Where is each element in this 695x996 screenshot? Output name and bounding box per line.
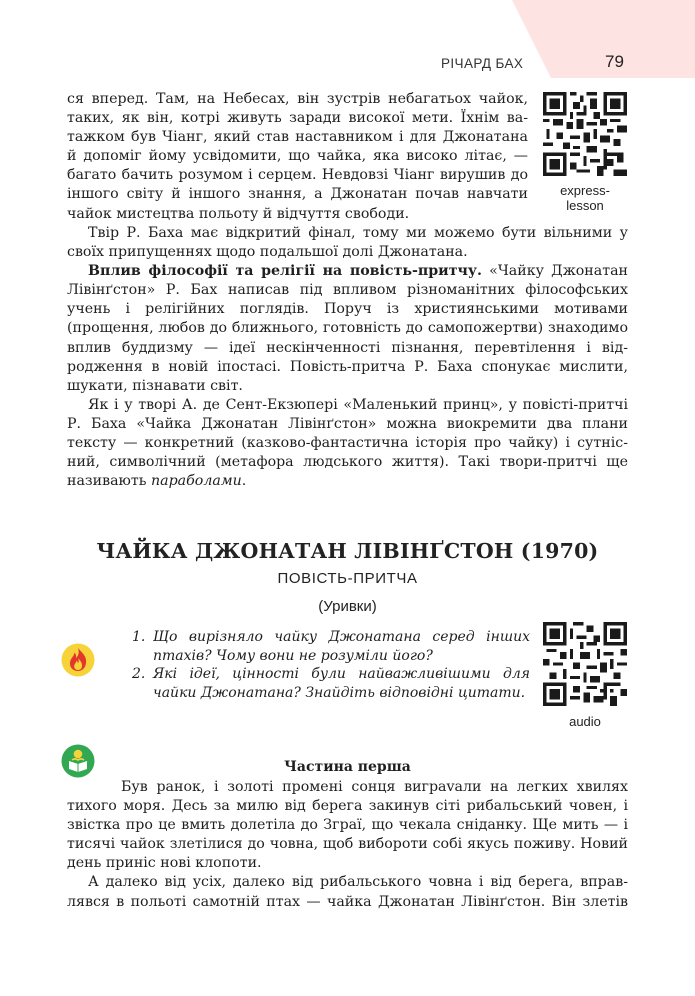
paragraph-open-finale: Твір Р. Баха має відкритий фінал, тому ми можемо бути вільними у своїх припущеннях щодо подальшої долі Джонатана. — [67, 225, 628, 261]
question-item — [132, 628, 530, 665]
qr-label-audio: audio — [569, 714, 601, 729]
part-heading: Частина перша — [284, 759, 411, 775]
intro-line: іншого світу й іншого знання, а Джонатан почав навчати — [67, 186, 528, 203]
paragraph-parabola — [67, 396, 628, 491]
parabola-term: параболами — [151, 473, 242, 490]
question-item — [132, 665, 530, 702]
intro-line: багато бачить розумом і серцем. Невдовзі Чіанг вирушив до — [67, 167, 528, 184]
part-paragraph-1: Був ранок, і золоті промені сонця виграvали на легких хвилях тихого моря. Десь за милю від берега закинув сіті рибальський човен, і звістка про це вмить долетіла до Зграї, що чекала сніданку. Ще мить — і тисячі чайок злетілися до човна, щоб вибороти собі якусь поживу. Новий день приніс нові клопоти. — [67, 779, 628, 872]
parabola-end: . — [241, 473, 247, 490]
intro-line: чайок мистецтва польоту й відчуття свободи. — [67, 205, 410, 222]
body-paragraphs — [67, 224, 628, 491]
qr-code-express-lesson[interactable] — [543, 92, 627, 176]
intro-line: ся вперед. Там, на Небесах, він зустрів небагатьох чайок, — [67, 91, 528, 107]
question-number: 1. — [132, 629, 146, 645]
question-text: Які ідеї, цінності були найважливішими для чайки Джонатана? Знайдіть відповідні цитати. — [153, 666, 530, 701]
influence-text: «Чайку Джонатан Лівінґстон» Р. Бах написав під впливом різноманітних філософських учень і релігійних поглядів. Поруч із християнськими мотивами (прощення, любов до ближнього, готовність до самопожертви) знаходимо вплив буддизму — ідеї нескінченності пізнання, перевтілення і відродження в новій іпостасі. Повість-притча Р. Баха спонукає мислити, шукати, пізнавати світ. — [67, 263, 628, 394]
running-title: РІЧАРД БАХ — [441, 56, 524, 71]
qr-code-audio[interactable] — [543, 622, 627, 706]
header-corner-decoration — [0, 0, 695, 78]
work-note: (Уривки) — [318, 598, 377, 615]
parabola-text: Як і у творі А. де Сент-Екзюпері «Маленький принц», у повісті-притчі Р. Баха «Чайка Джонатан Лівінґстон» можна виокремити два плани тексту — конкретний (казково-фантастична історія про чайку) і сутнісний, символічний (метафора людського життя). Такі твори-притчі ще називають — [67, 396, 628, 490]
page-number: 79 — [605, 52, 624, 71]
qr-label-line: express- — [560, 183, 610, 198]
intro-line: й допоміг йому усвідомити, що чайка, яка високо літає, — — [67, 148, 528, 165]
questions-list — [132, 628, 530, 702]
paragraph-influence — [67, 262, 628, 396]
part-one-text — [67, 778, 628, 912]
qr-label-line: lesson — [566, 198, 604, 213]
intro-line: тажком був Чіанг, який став наставником і для Джонатана — [67, 129, 528, 146]
question-text: Що вирізняло чайку Джонатана серед інших птахів? Чому вони не розуміли його? — [153, 629, 530, 664]
question-number: 2. — [132, 666, 146, 683]
fire-icon — [61, 643, 95, 677]
intro-line: таких, як він, котрі живуть заради високої мети. Їхнім ва- — [67, 110, 528, 127]
part-paragraph-2 — [67, 873, 628, 911]
part-line: А далеко від усіх, далеко від рибальського човна і від берега, вправ- — [88, 874, 628, 891]
influence-heading: Вплив філософії та релігії на повість-притчу. — [88, 263, 482, 280]
qr-label-express-lesson — [543, 183, 627, 213]
part-line: лявся в польоті самотній птах — чайка Джонатан Лівінґстон. Він злетів — [67, 893, 628, 910]
intro-paragraph — [67, 90, 528, 224]
work-genre: ПОВІСТЬ-ПРИТЧА — [277, 570, 418, 587]
work-title: ЧАЙКА ДЖОНАТАН ЛІВІНҐСТОН (1970) — [96, 539, 599, 563]
